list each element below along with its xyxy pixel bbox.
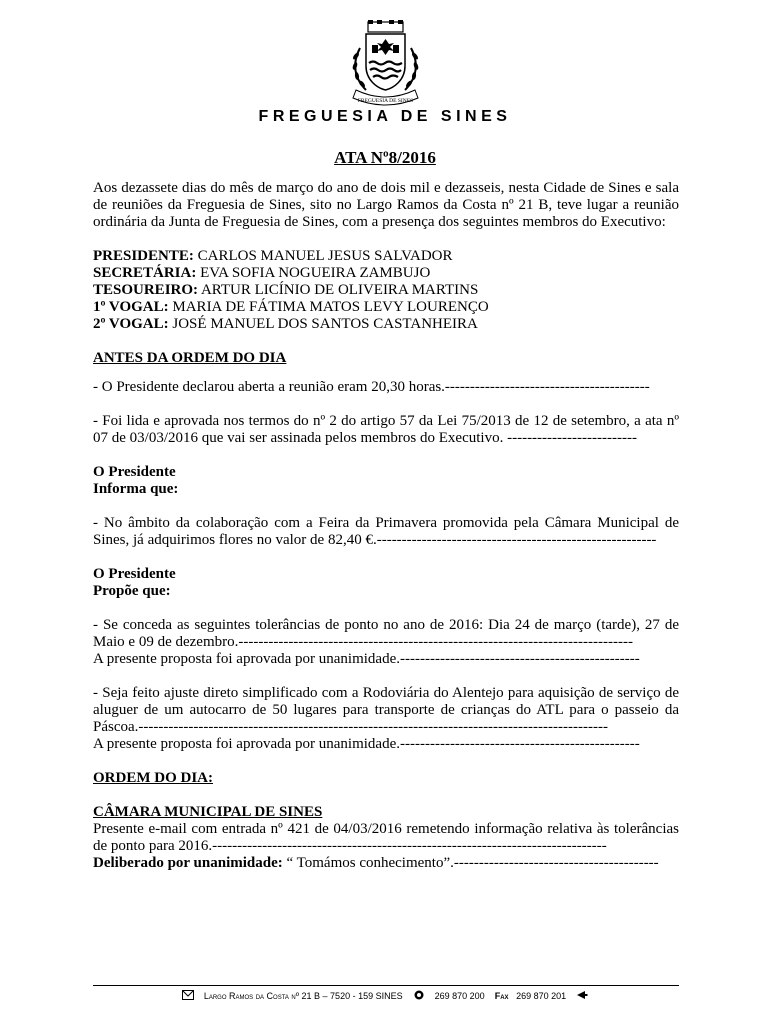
members-list: [93, 248, 679, 333]
intro-paragraph: Aos dezassete dias do mês de março do ano de dois mil e dezasseis, nesta Cidade de Sines e sala de reuniões da Freguesia de Sines, sito no Largo Ramos da Costa nº 21 B, teve lugar a reunião ordinária da Junta de Freguesia de Sines, com a presença dos seguintes membros do Executivo:: [93, 180, 679, 230]
minutes-body: [93, 180, 679, 872]
footer-fax: 269 870 201: [516, 991, 567, 1001]
informa-speaker: O Presidente: [93, 464, 176, 480]
footer-divider: [93, 985, 679, 986]
fax-arrow-icon: [576, 990, 588, 1002]
section-heading-antes: ANTES DA ORDEM DO DIA: [93, 350, 287, 366]
informa-label: Informa que:: [93, 481, 179, 497]
footer-contact: [0, 990, 770, 1002]
organization-title: FREGUESIA DE SINES: [258, 108, 512, 125]
phone-icon: [413, 990, 425, 1002]
propoe-item-bus-rental: - Seja feito ajuste direto simplificado com a Rodoviária do Alentejo para aquisição de serviço de aluguer de um autocarro de 50 lugares para transporte de crianças do ATL para o passeio da Páscoa.----------------------------------------------------------------------------------------------: [93, 685, 679, 735]
ordem-item-email: Presente e-mail com entrada nº 421 de 04/03/2016 remetendo informação relativa às tolerâncias de ponto para 2016.-------------------------------------------------------------------------------: [93, 821, 679, 854]
propoe-speaker: O Presidente: [93, 566, 176, 582]
section-heading-ordem: ORDEM DO DIA:: [93, 770, 213, 786]
subheading-camara: CÂMARA MUNICIPAL DE SINES: [93, 804, 323, 820]
footer-address: Largo Ramos da Costa nº 21 B – 7520 - 159 SINES: [203, 991, 403, 1001]
footer-fax-label: Fax: [494, 991, 509, 1001]
member-treasurer: TESOUREIRO: ARTUR LICÍNIO DE OLIVEIRA MARTINS: [93, 282, 479, 298]
propoe-item-tolerances: - Se conceda as seguintes tolerâncias de ponto no ano de 2016: Dia 24 de março (tarde), 27 de Maio e 09 de dezembro.-------------------------------------------------------------------------------: [93, 617, 679, 650]
propoe-label: Propõe que:: [93, 583, 171, 599]
antes-item-approval: - Foi lida e aprovada nos termos do nº 2 do artigo 57 da Lei 75/2013 de 12 de setembro, a ata nº 07 de 03/03/2016 que vai ser assinada pelos membros do Executivo. --------------------------: [93, 413, 679, 446]
member-president: PRESIDENTE: CARLOS MANUEL JESUS SALVADOR: [93, 248, 453, 264]
member-second-vogal: 2º VOGAL: JOSÉ MANUEL DOS SANTOS CASTANHEIRA: [93, 316, 478, 332]
coat-of-arms-icon: [338, 18, 433, 108]
propoe-approval-2: A presente proposta foi aprovada por unanimidade.------------------------------------------------: [93, 736, 640, 752]
propoe-approval-1: A presente proposta foi aprovada por unanimidade.------------------------------------------------: [93, 651, 640, 667]
svg-text:FREGUESIA DE SINES: FREGUESIA DE SINES: [357, 98, 414, 104]
document-title: ATA Nº8/2016: [334, 148, 436, 167]
ordem-decision: Deliberado por unanimidade: “ Tomámos conhecimento”.-----------------------------------------: [93, 855, 659, 871]
informa-item: - No âmbito da colaboração com a Feira da Primavera promovida pela Câmara Municipal de Sines, já adquirimos flores no valor de 82,40 €.--------------------------------------------------------: [93, 515, 679, 548]
antes-item-opening: - O Presidente declarou aberta a reunião eram 20,30 horas.-----------------------------------------: [93, 379, 650, 395]
member-secretary: SECRETÁRIA: EVA SOFIA NOGUEIRA ZAMBUJO: [93, 265, 431, 281]
envelope-icon: [182, 990, 194, 1002]
member-first-vogal: 1º VOGAL: MARIA DE FÁTIMA MATOS LEVY LOURENÇO: [93, 299, 489, 315]
footer-phone: 269 870 200: [434, 991, 485, 1001]
